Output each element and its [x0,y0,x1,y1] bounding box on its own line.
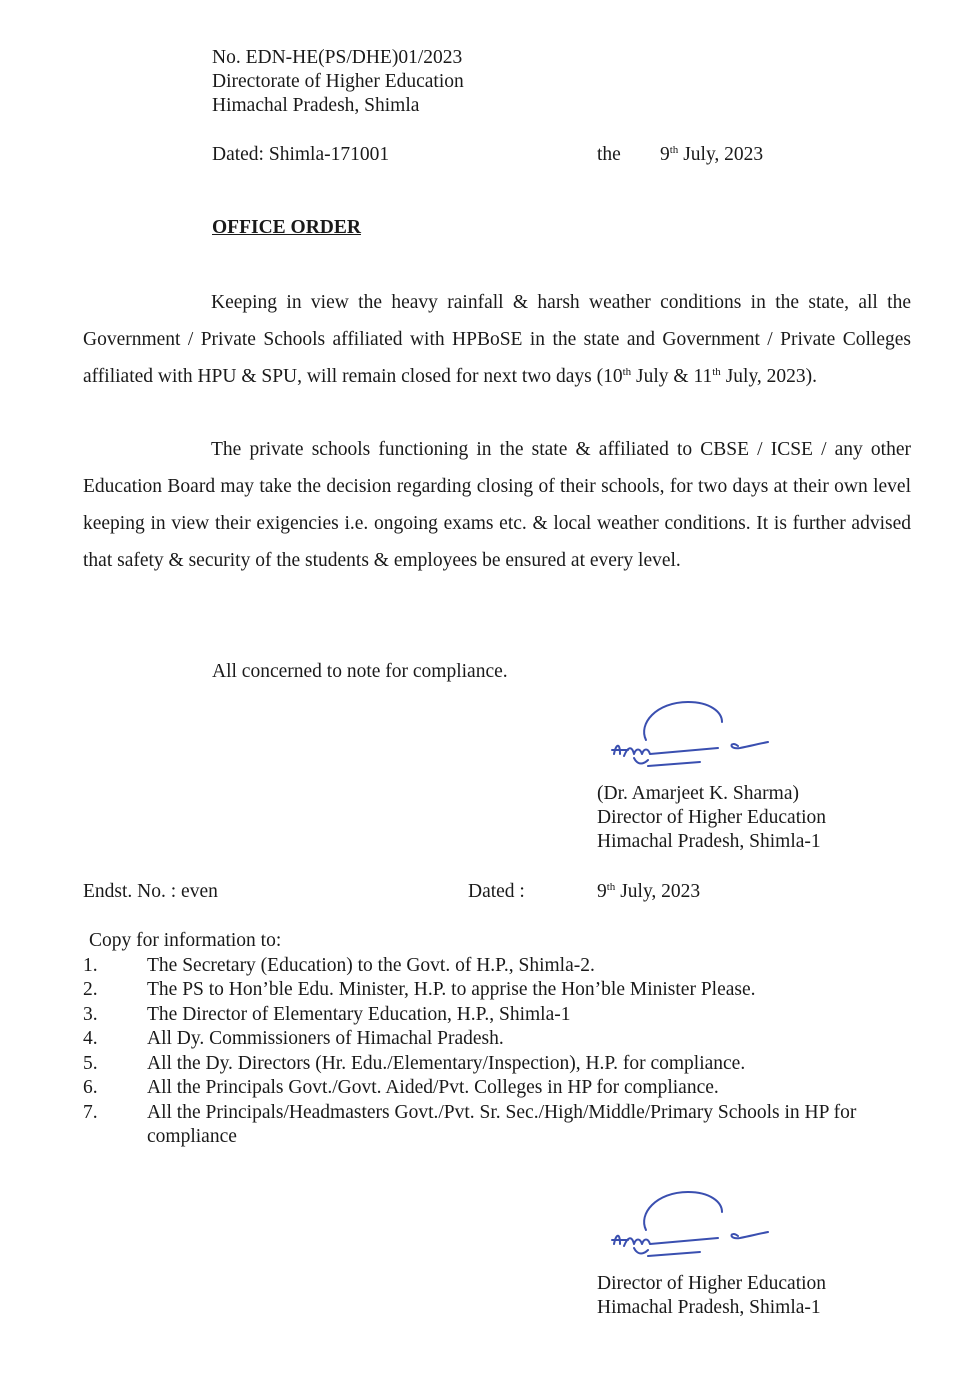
superscript: th [712,366,721,378]
dated-place: Dated: Shimla-171001 [212,144,390,165]
superscript: th [622,366,632,378]
paragraph-closure-text-3: July, 2023). [720,366,818,387]
signature-image [598,694,778,774]
signature-image [598,1184,778,1264]
list-item-number: 2. [83,979,98,1000]
list-item [83,1076,913,1101]
list-item-text: All the Principals/Headmasters Govt./Pvt. Sr. Sec./High/Middle/Primary Schools in HP for compliance [147,1101,857,1147]
endorsement-date-day: 9 [597,881,607,902]
paragraph-private-schools [83,431,911,579]
list-item-number: 6. [83,1077,98,1098]
copy-to-heading: Copy for information to: [89,930,282,951]
list-item [83,1052,913,1077]
endorsement-date-suffix: th [606,881,616,893]
signatory-designation: Director of Higher Education [597,807,827,828]
order-date [660,143,763,167]
endorsement-dated-label: Dated : [468,881,525,902]
list-item-number: 5. [83,1052,98,1074]
signatory-name: (Dr. Amarjeet K. Sharma) [597,783,799,804]
list-item [83,1101,913,1150]
office-place: Himachal Pradesh, Shimla [212,95,420,116]
the-label: the [597,144,621,165]
order-date-rest: July, 2023 [678,144,764,165]
list-item-text: All the Dy. Directors (Hr. Edu./Elementary/Inspection), H.P. for compliance. [147,1052,746,1074]
list-item-text: All the Principals Govt./Govt. Aided/Pvt. Colleges in HP for compliance. [147,1077,719,1098]
compliance-note: All concerned to note for compliance. [212,661,508,682]
endorsement-date-rest: July, 2023 [615,881,701,902]
list-item-number: 7. [83,1101,98,1123]
list-item-text: The Director of Elementary Education, H.P., Shimla-1 [147,1003,571,1025]
signatory2-designation: Director of Higher Education [597,1273,827,1294]
order-date-suffix: th [669,144,679,156]
paragraph-private-schools-text: The private schools functioning in the state & affiliated to CBSE / ICSE / any other Education Board may take the decision regarding closing of their schools, for two days at their own level keeping in view their exigencies i.e. ongoing exams etc. & local weather conditions. It is further advised that safety & security of the students & employees be ensured at every level. [83,439,911,571]
paragraph-closure [83,284,911,395]
reference-number: No. EDN-HE(PS/DHE)01/2023 [212,47,463,68]
list-item [83,1027,913,1052]
paragraph-closure-text: Keeping in view the heavy rainfall & harsh weather conditions in the state, all the Government / Private Schools affiliated with HPBoSE in the state and Government / Private Colleges affiliated with HPU & SPU, will remain closed for next two days (10 [83,292,911,387]
list-item-text: The Secretary (Education) to the Govt. of H.P., Shimla-2. [147,954,595,976]
signatory-place: Himachal Pradesh, Shimla-1 [597,831,821,852]
list-item-text: All Dy. Commissioners of Himachal Pradesh. [147,1028,504,1049]
endorsement-number: Endst. No. : even [83,881,218,902]
list-item [83,1003,913,1028]
endorsement-date [597,880,700,904]
document-title: OFFICE ORDER [212,217,361,238]
list-item [83,978,913,1003]
signatory2-place: Himachal Pradesh, Shimla-1 [597,1297,821,1318]
office-name: Directorate of Higher Education [212,71,464,92]
list-item-text: The PS to Hon’ble Edu. Minister, H.P. to apprise the Hon’ble Minister Please. [147,979,756,1000]
paragraph-closure-text-2: July & 11 [631,366,713,387]
list-item-number: 3. [83,1003,98,1025]
list-item-number: 1. [83,954,98,976]
order-date-day: 9 [660,144,670,165]
copy-to-list [83,929,913,1150]
list-item [83,954,913,979]
list-item-number: 4. [83,1028,98,1049]
